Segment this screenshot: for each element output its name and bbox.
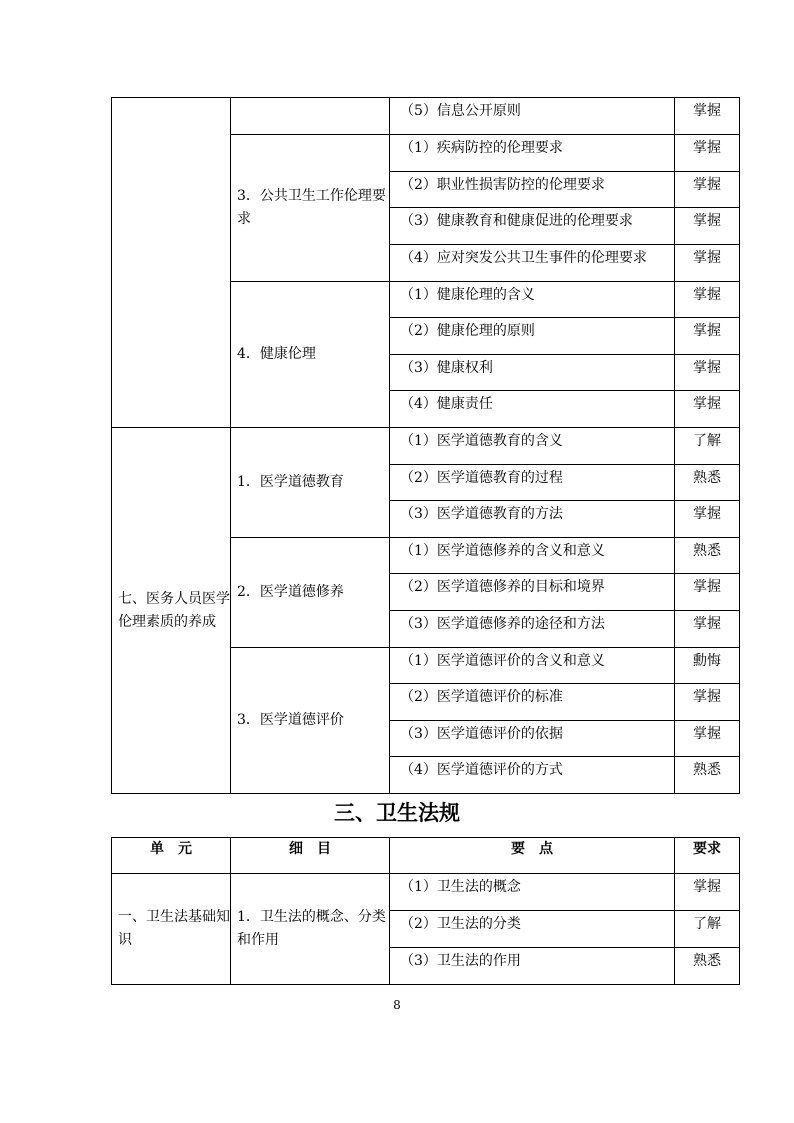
point-cell: （2）医学道德修养的目标和境界 (390, 574, 675, 611)
point-cell: （2）健康伦理的原则 (390, 318, 675, 355)
req-cell: 掌握 (675, 874, 740, 911)
point-cell: （1）医学道德评价的含义和意义 (390, 648, 675, 684)
req-cell: 掌握 (675, 172, 740, 208)
req-cell: 掌握 (675, 391, 740, 428)
req-cell: 掌握 (675, 98, 740, 135)
point-cell: （2）卫生法的分类 (390, 911, 675, 948)
point-cell: （1）医学道德教育的含义 (390, 428, 675, 465)
point-cell: （1）医学道德修养的含义和意义 (390, 538, 675, 574)
section-title: 三、卫生法规 (334, 800, 460, 825)
req-cell: 熟悉 (675, 948, 740, 985)
req-cell: 掌握 (675, 208, 740, 245)
unit-cell: 一、卫生法基础知识 (112, 874, 231, 985)
detail-cell: 3．公共卫生工作伦理要求 (231, 135, 390, 282)
point-cell: （1）疾病防控的伦理要求 (390, 135, 675, 172)
point-cell: （4）健康责任 (390, 391, 675, 428)
req-cell: 了解 (675, 428, 740, 465)
req-cell: 了解 (675, 911, 740, 948)
header-detail: 细 目 (231, 838, 390, 874)
req-cell: 熟悉 (675, 465, 740, 501)
page-number: 8 (393, 998, 401, 1012)
req-cell: 掌握 (675, 611, 740, 648)
point-cell: （3）医学道德教育的方法 (390, 501, 675, 538)
req-cell: 掌握 (675, 135, 740, 172)
point-cell: （1）健康伦理的含义 (390, 282, 675, 318)
req-cell: 掌握 (675, 721, 740, 757)
point-cell: （2）职业性损害防控的伦理要求 (390, 172, 675, 208)
point-cell: （2）医学道德评价的标准 (390, 684, 675, 721)
detail-cell (231, 98, 390, 135)
unit-cell (112, 98, 231, 428)
point-cell: （3）医学道德评价的依据 (390, 721, 675, 757)
req-cell: 熟悉 (675, 757, 740, 794)
detail-cell: 1．医学道德教育 (231, 428, 390, 538)
header-req: 要求 (675, 838, 740, 874)
point-cell: （1）卫生法的概念 (390, 874, 675, 911)
point-cell: （3）健康教育和健康促进的伦理要求 (390, 208, 675, 245)
unit-cell: 七、医务人员医学伦理素质的养成 (112, 428, 231, 794)
req-cell: 勳悔 (675, 648, 740, 684)
req-cell: 熟悉 (675, 538, 740, 574)
point-cell: （2）医学道德教育的过程 (390, 465, 675, 501)
point-cell: （3）健康权利 (390, 355, 675, 391)
point-cell: （5）信息公开原则 (390, 98, 675, 135)
detail-cell: 3．医学道德评价 (231, 648, 390, 794)
point-cell: （3）卫生法的作用 (390, 948, 675, 985)
point-cell: （4）应对突发公共卫生事件的伦理要求 (390, 245, 675, 282)
detail-cell: 4．健康伦理 (231, 282, 390, 428)
req-cell: 掌握 (675, 684, 740, 721)
req-cell: 掌握 (675, 245, 740, 282)
header-point: 要 点 (390, 838, 675, 874)
health-law-table (111, 837, 740, 985)
req-cell: 掌握 (675, 318, 740, 355)
point-cell: （3）医学道德修养的途径和方法 (390, 611, 675, 648)
point-cell: （4）医学道德评价的方式 (390, 757, 675, 794)
req-cell: 掌握 (675, 501, 740, 538)
syllabus-table-continued (111, 97, 740, 794)
req-cell: 掌握 (675, 355, 740, 391)
detail-cell: 2．医学道德修养 (231, 538, 390, 648)
header-unit: 单 元 (112, 838, 231, 874)
detail-cell: 1．卫生法的概念、分类和作用 (231, 874, 390, 985)
req-cell: 掌握 (675, 574, 740, 611)
req-cell: 掌握 (675, 282, 740, 318)
